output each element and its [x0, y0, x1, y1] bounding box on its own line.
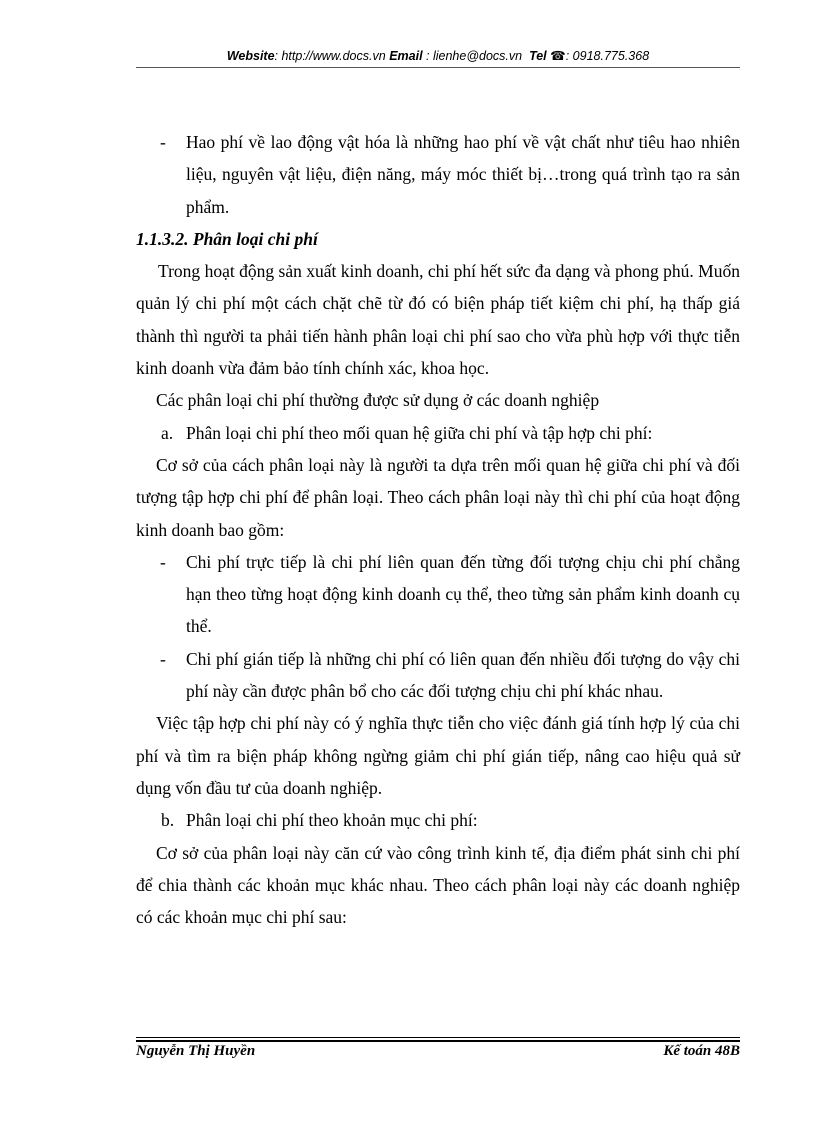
list-item-b [136, 804, 740, 836]
page-header [136, 48, 740, 63]
list-item-a-text: Phân loại chi phí theo mối quan hệ giữa chi phí và tập hợp chi phí: [186, 422, 653, 443]
footer-divider-thin [136, 1037, 740, 1038]
paragraph-types: Các phân loại chi phí thường được sử dụng ở các doanh nghiệp [156, 390, 600, 411]
dash-marker: - [160, 551, 166, 572]
bullet-direct-cost [136, 546, 740, 643]
tel-label: Tel [529, 49, 547, 63]
paragraph-items: Cơ sở của phân loại này căn cứ vào công trình kinh tế, địa điểm phát sinh chi phí để chia thành các khoản mục khác nhau. Theo cách phân loại này các doanh nghiệp có các khoản mục chi phí sau: [136, 842, 740, 928]
list-item-a [136, 417, 740, 449]
list-item-b-text: Phân loại chi phí theo khoản mục chi phí: [186, 810, 478, 831]
tel-value: : 0918.775.368 [565, 49, 650, 63]
bullet-text: Hao phí về lao động vật hóa là những hao phí về vật chất như tiêu hao nhiên liệu, nguyên vật liệu, điện năng, máy móc thiết bị…trong quá trình tạo ra sản phẩm. [186, 132, 740, 217]
bullet-text: Chi phí trực tiếp là chi phí liên quan đến từng đối tượng chịu chi phí chẳng hạn theo từng hoạt động kinh doanh cụ thể, theo từng sản phẩm kinh doanh cụ thể. [186, 551, 740, 637]
footer-author: Nguyễn Thị Huyền [136, 1043, 256, 1059]
footer-divider-thick [136, 1040, 740, 1042]
bullet-text: Chi phí gián tiếp là những chi phí có liên quan đến nhiều đối tượng do vậy chi phí này cần được phân bổ cho các đối tượng chịu chi phí khác nhau. [186, 648, 740, 702]
header-divider [136, 67, 740, 68]
footer-class: Kế toán 48B [663, 1043, 740, 1059]
dash-marker: - [160, 648, 166, 669]
phone-icon: ☎ [550, 49, 566, 63]
list-marker-a: a. [161, 422, 174, 443]
website-label: Website [226, 49, 275, 63]
paragraph-significance: Việc tập hợp chi phí này có ý nghĩa thực tiễn cho việc đánh giá tính hợp lý của chi phí và tìm ra biện pháp không ngừng giảm chi phí gián tiếp, nâng cao hiệu quả sử dụng vốn đầu tư của doanh nghiệp. [136, 713, 740, 798]
email-label: Email [389, 49, 423, 63]
dash-marker: - [160, 132, 166, 152]
email-value: : lienhe@docs.vn [426, 49, 523, 63]
paragraph-basis: Cơ sở của cách phân loại này là người ta dựa trên mối quan hệ giữa chi phí và đối tượng tập hợp chi phí để phân loại. Theo cách phân loại này thì chi phí của hoạt động kinh doanh bao gồm: [136, 454, 740, 540]
document-body [136, 126, 740, 933]
website-value: : http://www.docs.vn [274, 49, 386, 63]
paragraph-intro: Trong hoạt động sản xuất kinh doanh, chi phí hết sức đa dạng và phong phú. Muốn quản lý chi phí một cách chặt chẽ từ đó có biện pháp tiết kiệm chi phí, hạ thấp giá thành thì người ta phải tiến hành phân loại chi phí sao cho vừa phù hợp với thực tiễn kinh doanh vừa đảm bảo tính chính xác, khoa học. [136, 261, 740, 379]
bullet-indirect-cost [136, 643, 740, 708]
list-marker-b: b. [161, 810, 175, 831]
bullet-labor-cost [136, 126, 740, 223]
section-heading: 1.1.3.2. Phân loại chi phí [136, 228, 318, 249]
